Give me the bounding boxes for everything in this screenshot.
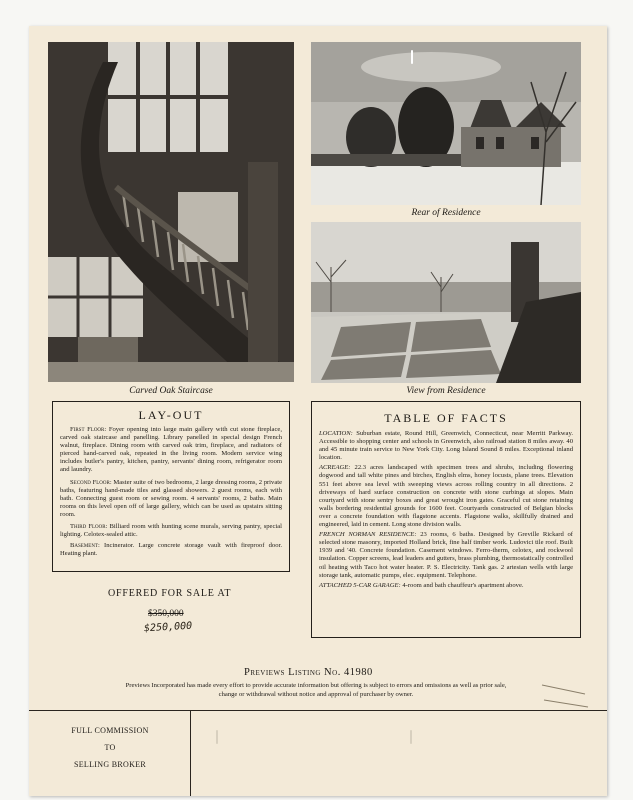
third-floor-text — [60, 523, 282, 539]
binder-slot — [411, 50, 413, 64]
location-desc: Suburban estate, Round Hill, Greenwich, Connecticut, near Merritt Parkway. Accessible to shopping center and schools in Greenwich, also railroad station 8 miles away. 40 and 45 minute train service to New York City. Long Island Sound 8 miles. Exceptional inland location. — [319, 430, 573, 462]
layout-box — [52, 401, 290, 572]
facts-box — [311, 401, 581, 638]
staircase-caption: Carved Oak Staircase — [129, 386, 213, 396]
view-from-residence-caption: View from Residence — [406, 386, 486, 396]
second-floor-text — [60, 479, 282, 519]
residence-label: FRENCH NORMAN RESIDENCE: — [319, 531, 417, 539]
acreage-text — [319, 464, 573, 529]
handwritten-price: $250,000 — [143, 620, 193, 635]
rear-residence-photo — [311, 42, 581, 205]
third-floor-desc: Billiard room with hunting scene murals, serving pantry, special lighting. Celotex-sealed attic. — [60, 523, 282, 539]
residence-desc: 23 rooms, 6 baths. Designed by Greville Rickard of selected stone masonry, imported Holland brick, fine half timber work. Ludovici tile roof. Built 1939 and '40. Concrete foundation. Casement windows. Ferro-therm, celotex, and rockwool insulation. Copper screens, lead leaders and gutters, brass plumbing, thermostatically controlled oil heating with Taco hot water heater. P. S. Electricity. Tank gas. 2 artesian wells with large storage tank, automatic pumps, elec. equipment. Telephone. — [319, 531, 573, 579]
basement-text — [60, 542, 282, 558]
layout-title: LAY-OUT — [138, 408, 204, 422]
first-floor-text — [60, 426, 282, 475]
commission-divider — [190, 710, 191, 796]
facts-title: TABLE OF FACTS — [384, 411, 508, 425]
commission-block — [40, 722, 180, 773]
commission-line-2: TO — [104, 743, 116, 752]
binder-slot — [410, 730, 412, 744]
first-floor-desc: Foyer opening into large main gallery with cut stone fireplace, carved oak staircase and panelling. Library panelled in special design French walnut, fireplace. Dining room with carved oak trim, fireplace, and radiators of pierced hand-carved oak, repeated in the living room. Modern service wing includes butler's pantry, kitchen, pantry, servants' dining room, refrigerator room and laundry. — [60, 426, 282, 474]
staircase-photo — [48, 42, 294, 382]
bottom-divider — [29, 710, 607, 711]
third-floor-label: Third Floor: — [70, 523, 108, 531]
listing-number: Previews Listing No. 41980 — [244, 667, 373, 678]
acreage-label: ACREAGE: — [319, 464, 351, 472]
location-text — [319, 430, 573, 462]
garage-label: ATTACHED 5-CAR GARAGE: — [319, 581, 401, 589]
pencil-marks — [540, 680, 590, 710]
acreage-desc: 22.3 acres landscaped with specimen trees and shrubs, including flowering dogwood and tall white pines and birches, English elms, honey locusts, plane trees. Elevation 551 feet above sea level with sweeping views across rolling country in all directions. 2 driveways of hard surface construction on concrete with stone curbings at slopes. Main courtyard with stone sentry boxes and great wrought iron gates. Graceful cut stone retaining walls bordering residential grounds for 1600 feet. Courtyards constructed of Belgian blocks over a concrete foundation with flagstone accents. Flagstone walks, skillfully drained and engineered, laid in cement. Long stone division walls. — [319, 464, 573, 529]
binder-slot — [216, 730, 218, 744]
basement-label: Basement: — [70, 542, 100, 550]
garage-text — [319, 582, 573, 590]
original-price: $350,000 — [148, 609, 184, 619]
view-from-residence-photo — [311, 222, 581, 383]
commission-line-3: SELLING BROKER — [74, 760, 146, 769]
offered-for-sale-label: OFFERED FOR SALE AT — [108, 588, 232, 599]
garage-desc: 4-room and bath chauffeur's apartment above. — [402, 581, 524, 589]
location-label: LOCATION: — [319, 430, 353, 437]
residence-text — [319, 531, 573, 580]
basement-desc: Incinerator. Large concrete storage vault with fireproof door. Heating plant. — [60, 542, 282, 558]
first-floor-label: First Floor: — [70, 426, 107, 433]
second-floor-desc: Master suite of two bedrooms, 2 large dressing rooms, 2 private baths, featuring hand-made tiles and glassed showers. 2 guest rooms, each with bath. Connecting guest room or sewing room. 4 servants' rooms, 2 baths. Main rooms on this level open off of large gallery, which can be used as upstairs sitting room. — [60, 478, 283, 518]
listing-disclaimer: Previews Incorporated has made every effort to provide accurate information but offering is subject to errors and omissions as well as prior sale, change or withdrawal without notice and approval of purchaser by owner. — [125, 682, 507, 698]
rear-residence-caption: Rear of Residence — [411, 208, 481, 218]
commission-line-1: FULL COMMISSION — [71, 726, 149, 735]
second-floor-label: Second Floor: — [70, 478, 112, 486]
